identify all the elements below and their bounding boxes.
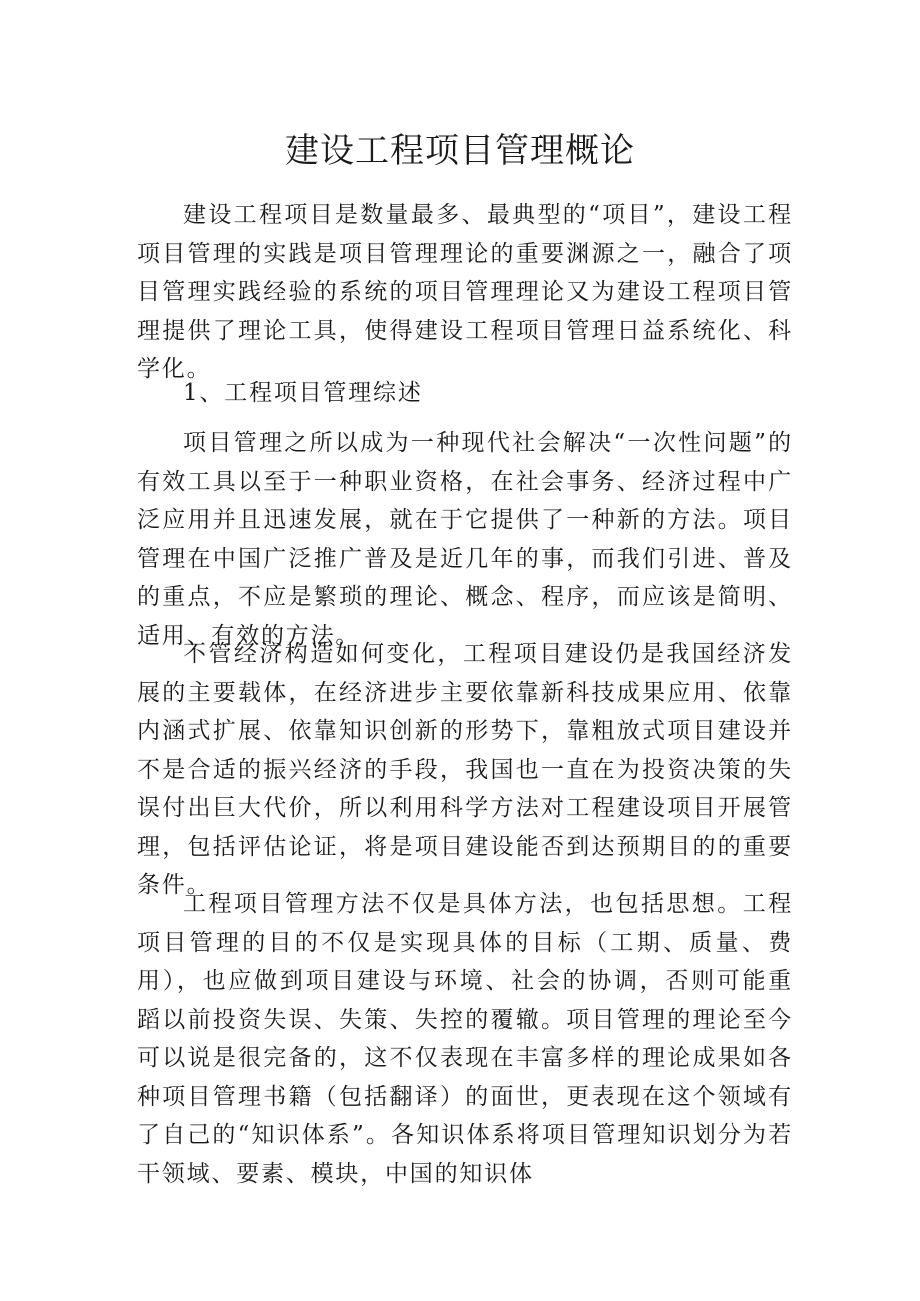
body-paragraph: 工程项目管理方法不仅是具体方法，也包括思想。工程项目管理的目的不仅是实现具体的目标（工期、质量、费用），也应做到项目建设与环境、社会的协调，否则可能重蹈以前投资失误、失策、失控的覆辙。项目管理的理论至今可以说是很完备的，这不仅表现在丰富多样的理论成果如各种项目管理书籍（包括翻译）的面世，更表现在这个领域有了自己的“知识体系”。各知识体系将项目管理知识划分为若干领域、要素、模块，中国的知识体 xyxy=(137,891,793,1187)
intro-paragraph: 建设工程项目是数量最多、最典型的“项目”，建设工程项目管理的实践是项目管理理论的重要渊源之一，融合了项目管理实践经验的系统的项目管理理论又为建设工程项目管理提供了理论工具，使得建设工程项目管理日益系统化、科学化。 xyxy=(137,202,793,382)
document-title: 建设工程项目管理概论 xyxy=(285,131,635,171)
body-paragraph: 项目管理之所以成为一种现代社会解决“一次性问题”的有效工具以至于一种职业资格，在社会事务、经济过程中广泛应用并且迅速发展，就在于它提供了一种新的方法。项目管理在中国广泛推广普及是近几年的事，而我们引进、普及的重点，不应是繁琐的理论、概念、程序，而应该是简明、适用、有效的方法。 xyxy=(137,430,793,649)
body-paragraph: 不管经济构造如何变化，工程项目建设仍是我国经济发展的主要载体，在经济进步主要依靠新科技成果应用、依靠内涵式扩展、依靠知识创新的形势下，靠粗放式项目建设并不是合适的振兴经济的手段，我国也一直在为投资决策的失误付出巨大代价，所以利用科学方法对工程建设项目开展管理，包括评估论证，将是项目建设能否到达预期目的的重要条件。 xyxy=(137,641,793,898)
section-heading: 1、工程项目管理综述 xyxy=(183,380,423,406)
